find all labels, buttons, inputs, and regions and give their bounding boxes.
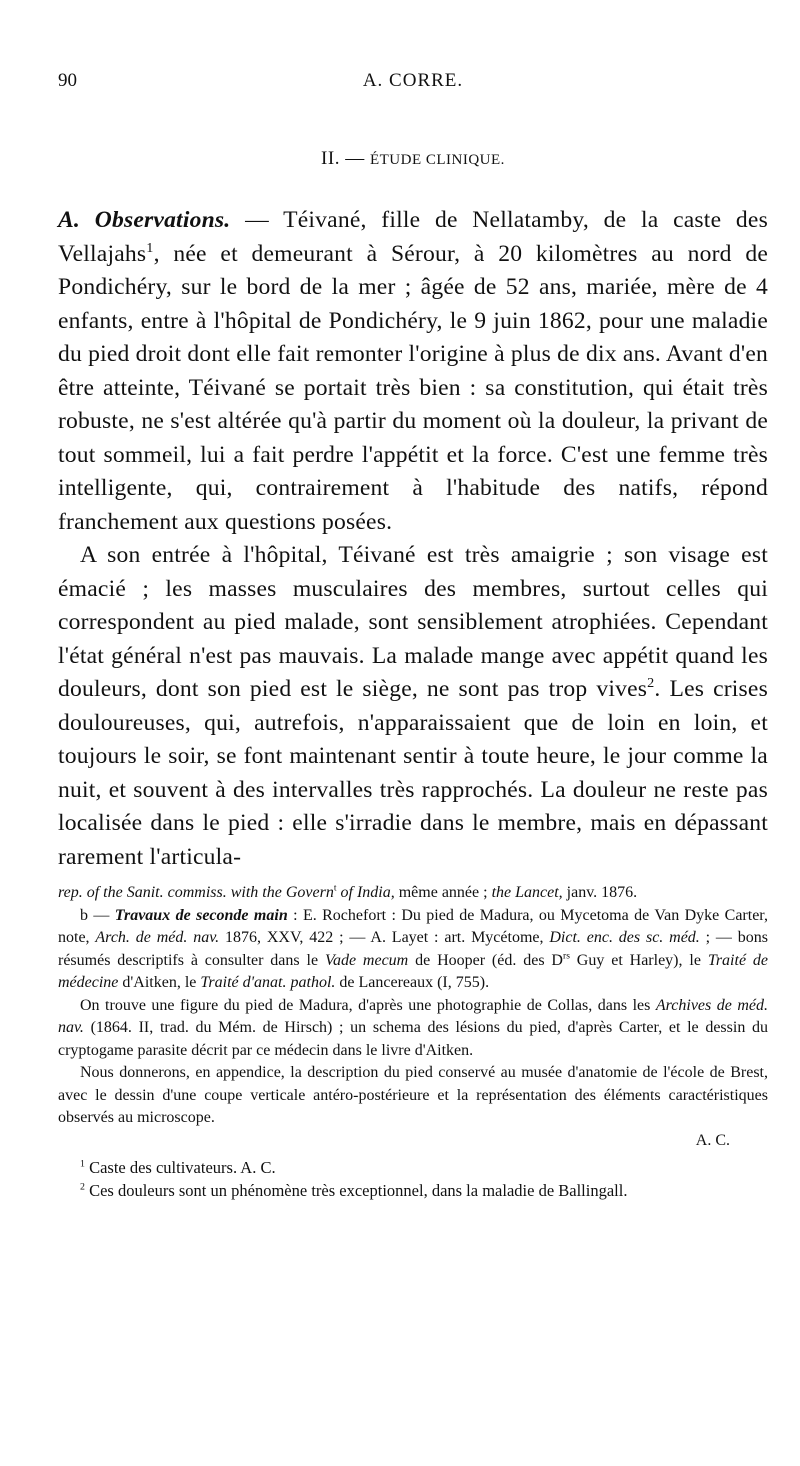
paragraph-text: A son entrée à l'hôpital, Téivané est très amaigrie ; son visage est émacié ; les masses musculaires des membres, surtout celles qui correspondent au pied malade, sont sensiblement atrophiées. Cependant l'état général n'est pas mauvais. La malade mange avec appétit quand les douleurs, dont son pied est le siège, ne sont pas trop vives [58, 542, 768, 702]
paragraph-admission [58, 539, 768, 874]
note-figures [58, 995, 768, 1063]
note-reference-b [58, 905, 768, 995]
note-text: ; — bons résumés descriptifs à consulter dans le [58, 929, 769, 969]
note-text: : E. Rochefort : Du pied de Madura, ou Mycetoma de Van Dyke Carter, note, [58, 906, 768, 946]
note-text: (1864. II, trad. du Mém. de Hirsch) ; un schema des lésions du pied, d'après Carter, et le dessin du cryptogame parasite décrit par ce médecin dans le livre d'Aitken. [58, 1019, 768, 1059]
section-number: II. — [321, 148, 365, 169]
running-head [58, 62, 768, 92]
note-italic: Travaux de seconde main [114, 906, 288, 924]
footnote-1 [58, 1156, 768, 1179]
footnotes [58, 1156, 768, 1202]
footnote-mark-2: 2 [80, 1181, 85, 1193]
running-title: A. CORRE. [362, 70, 464, 91]
body-text [58, 204, 768, 874]
note-text: de Lancereaux (I, 755). [335, 974, 490, 991]
note-italic: Traité de médecine [58, 951, 769, 991]
footnote-text: Ces douleurs sont un phénomène très exceptionnel, dans la maladie de Ballingall. [84, 1181, 628, 1200]
note-italic: rep. of the Sanit. commiss. with the Govern [58, 884, 334, 901]
bibliographic-notes [58, 882, 768, 1152]
page [58, 62, 768, 1202]
observations-label: A. Observations. [58, 207, 231, 233]
page-number: 90 [58, 70, 77, 91]
footnote-ref-1[interactable]: 1 [146, 239, 154, 256]
note-text: même année ; [394, 884, 492, 901]
note-text: 1876, XXV, 422 ; — A. Layet : art. Mycétome, [219, 929, 550, 946]
footnote-text: Caste des cultivateurs. A. C. [84, 1158, 276, 1177]
section-title: ÉTUDE CLINIQUE. [369, 152, 505, 168]
note-italic: of India, [336, 884, 395, 901]
note-italic: Vade mecum [324, 951, 409, 969]
note-sup: t [333, 882, 337, 894]
section-heading [58, 148, 768, 170]
note-reference-a [58, 882, 768, 905]
paragraph-text: — Téivané, fille de Nellatamby, de la caste des Vellajahs [58, 207, 768, 267]
note-text: de Hooper (éd. des D [408, 951, 563, 969]
note-text: janv. 1876. [562, 884, 638, 901]
note-italic: Dict. enc. des sc. méd. [549, 929, 700, 946]
note-text: d'Aitken, le [118, 974, 201, 991]
note-italic: Traité d'anat. pathol. [200, 974, 336, 991]
note-italic: Arch. de méd. nav. [95, 929, 220, 946]
footnote-mark-1: 1 [80, 1158, 85, 1170]
paragraph-text: . Les crises douloureuses, qui, autrefois, n'apparaissaient que de loin en loin, et toujours le soir, se font maintenant sentir à toute heure, le jour comme la nuit, et souvent à des intervalles très rapprochés. La douleur ne reste pas localisée dans le pied : elle s'irradie dans le membre, mais en dépassant rarement l'articula- [58, 676, 768, 870]
footnote-2 [58, 1179, 768, 1202]
paragraph-text: , née et demeurant à Sérour, à 20 kilomètres au nord de Pondichéry, sur le bord de la mer ; âgée de 52 ans, mariée, mère de 4 enfants, entre à l'hôpital de Pondichéry, le 9 juin 1862, pour une maladie du pied droit dont elle fait remonter l'origine à plus de dix ans. Avant d'en être atteinte, Téivané se portait très bien : sa constitution, qui était très robuste, ne s'est altérée qu'à partir du moment où la douleur, la privant de tout sommeil, lui a fait perdre l'appétit et la force. C'est une femme très intelligente, qui, contrairement à l'habitude des natifs, répond franchement aux questions posées. [58, 240, 768, 535]
footnote-ref-2[interactable]: 2 [647, 675, 655, 692]
note-italic: the Lancet, [491, 884, 563, 901]
note-italic: Archives de méd. nav. [58, 996, 768, 1036]
note-text: On trouve une figure du pied de Madura, d'après une photographie de Collas, dans les [80, 996, 656, 1014]
note-sup: rs [563, 950, 570, 962]
paragraph-observations [58, 204, 768, 539]
note-signature: A. C. [695, 1131, 730, 1149]
note-text: Guy et Harley), le [569, 951, 708, 969]
note-appendix: Nous donnerons, en appendice, la description du pied conservé au musée d'anatomie de l'école de Brest, avec le dessin d'une coupe verticale antéro-postérieure et la représentation des éléments caractéristiques observés au microscope. [58, 1064, 768, 1126]
note-text: b — [80, 906, 115, 924]
